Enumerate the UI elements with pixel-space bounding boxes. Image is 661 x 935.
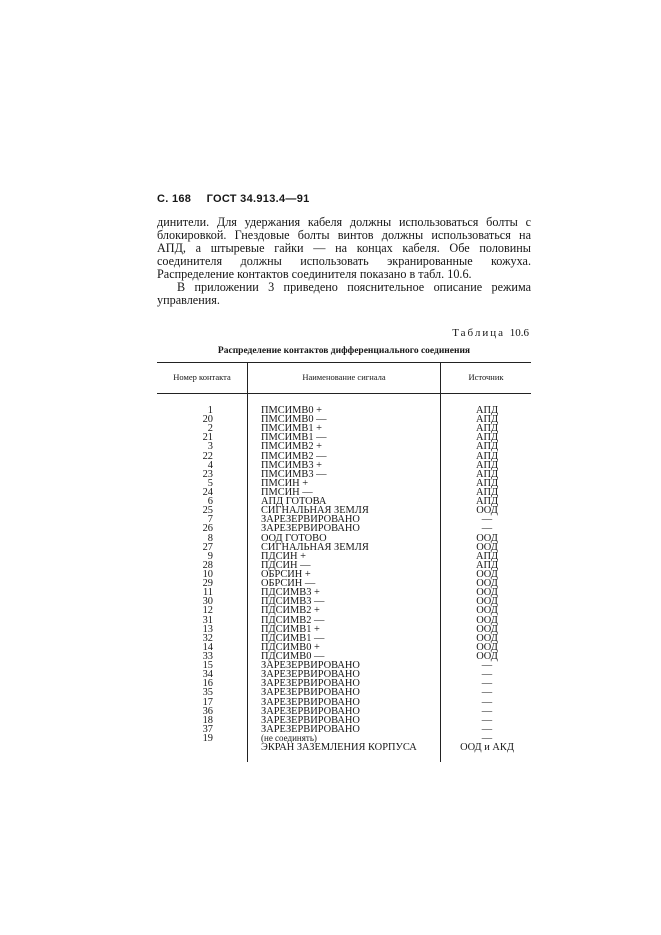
contact-number-cell: 12 — [202, 605, 213, 617]
contact-number-cell: 8 — [207, 532, 213, 544]
table-row — [157, 461, 531, 470]
signal-name-cell: ПДСИМВ0 — — [261, 650, 325, 662]
signal-name-cell: ПДСИМВ2 — — [261, 614, 325, 626]
signal-source-cell: АПД — [475, 432, 499, 444]
contact-number-cell: 13 — [202, 623, 213, 635]
contact-number-cell: 22 — [202, 450, 213, 462]
standard-designation: ГОСТ 34.913.4—91 — [206, 193, 310, 205]
contact-number-cell: 14 — [202, 641, 213, 653]
table-row — [157, 479, 531, 488]
table-row — [157, 488, 531, 497]
signal-name-cell: (не соединять) — [261, 732, 317, 743]
table-caption — [300, 327, 529, 339]
contact-number-cell: 33 — [202, 650, 213, 662]
signal-source-cell: ООД — [476, 632, 498, 644]
contact-number-cell: 23 — [202, 468, 213, 480]
signal-name-cell: ПМСИМВ3 — — [261, 468, 327, 480]
contact-number-cell: 11 — [202, 587, 213, 599]
contact-number-cell: 34 — [202, 669, 213, 681]
signal-source-cell: — — [481, 669, 493, 681]
signal-name-cell: ПДСИМВ3 + — [261, 587, 320, 599]
signal-source-cell: АПД — [475, 559, 499, 571]
contact-number-cell: 35 — [202, 687, 213, 699]
contact-number-cell: 27 — [202, 541, 213, 553]
contact-number-cell: 4 — [207, 459, 213, 471]
signal-source-cell: АПД — [475, 414, 499, 426]
table-caption-number: 10.6 — [509, 327, 529, 339]
signal-source-cell: ООД — [476, 596, 498, 608]
table-title: Распределение контактов дифференциального соединения — [217, 346, 471, 356]
signal-name-cell: ЗАРЕЗЕРВИРОВАНО — [261, 523, 360, 535]
signal-source-cell: АПД — [475, 405, 499, 416]
signal-name-cell: ПМСИМВ2 + — [261, 441, 322, 453]
contact-number-cell: 37 — [202, 723, 213, 735]
contact-number-cell: 15 — [202, 660, 213, 672]
table-row — [157, 588, 531, 597]
signal-name-cell: ЗАРЕЗЕРВИРОВАНО — [261, 514, 360, 526]
signal-source-cell: — — [481, 514, 493, 526]
signal-source-cell: ООД — [476, 614, 498, 626]
signal-name-cell: ПДСИМВ1 + — [261, 623, 320, 635]
signal-name-cell: ПМСИН — — [261, 486, 313, 498]
contact-number-cell: 2 — [207, 423, 213, 435]
signal-name-cell: ПМСИМВ0 + — [261, 405, 322, 416]
signal-name-cell: ЗАРЕЗЕРВИРОВАНО — [261, 678, 360, 690]
signal-source-cell: АПД — [475, 496, 499, 508]
contact-number-cell: 17 — [202, 696, 213, 708]
contact-number-cell: 21 — [202, 432, 213, 444]
contact-number-cell: 20 — [202, 414, 213, 426]
contact-number-cell: 10 — [202, 568, 213, 580]
signal-source-cell: АПД — [475, 459, 499, 471]
signal-name-cell: ЭКРАН ЗАЗЕМЛЕНИЯ КОРПУСА — [261, 742, 417, 754]
table-row — [157, 433, 531, 442]
contact-number-cell: 29 — [202, 578, 213, 590]
table-row — [157, 570, 531, 579]
signal-name-cell: ПДСИН — — [261, 559, 311, 571]
signal-source-cell: АПД — [475, 468, 499, 480]
signal-source-cell: ООД — [476, 505, 498, 517]
contact-number-cell: 7 — [207, 514, 213, 526]
table-caption-word: Таблица — [452, 327, 505, 339]
table-row — [157, 725, 531, 734]
signal-name-cell: ПМСИМВ3 + — [261, 459, 322, 471]
signal-name-cell: ПМСИМВ1 + — [261, 423, 322, 435]
paragraph-1: динители. Для удержания кабеля должны использоваться болты с блокировкой. Гнездовые болты винтов должны использоваться на АПД, а штыревые гайки — на концах кабеля. Обе половины соединителя должны использовать экранированные кожуха. Распределение контактов соединителя показано в табл. 10.6. — [157, 215, 531, 281]
signal-source-cell: АПД — [475, 486, 499, 498]
table-row — [157, 452, 531, 461]
signal-source-cell: ООД — [476, 641, 498, 653]
table-top-rule — [157, 362, 531, 363]
contact-number-cell: 18 — [202, 714, 213, 726]
signal-source-cell: ООД и АКД — [460, 742, 514, 754]
signal-name-cell: ЗАРЕЗЕРВИРОВАНО — [261, 696, 360, 708]
signal-name-cell: ЗАРЕЗЕРВИРОВАНО — [261, 669, 360, 681]
signal-name-cell: ПДСИН + — [261, 550, 306, 562]
signal-source-cell: АПД — [475, 550, 499, 562]
signal-name-cell: ПДСИМВ2 + — [261, 605, 320, 617]
paragraph-2: В приложении 3 приведено пояснительное описание режима управления. — [157, 280, 531, 307]
contact-number-cell: 32 — [202, 632, 213, 644]
signal-name-cell: ОБРСИН — — [261, 578, 316, 590]
signal-name-cell: ЗАРЕЗЕРВИРОВАНО — [261, 723, 360, 735]
signal-name-cell: ПМСИМВ1 — — [261, 432, 327, 444]
signal-source-cell: — — [481, 523, 493, 535]
table-row — [157, 415, 531, 424]
signal-name-cell: ПДСИМВ1 — — [261, 632, 325, 644]
contact-number-cell: 25 — [202, 505, 213, 517]
table-row — [157, 597, 531, 606]
table-row — [157, 625, 531, 634]
signal-name-cell: ПДСИМВ0 + — [261, 641, 320, 653]
signal-name-cell: ПДСИМВ3 — — [261, 596, 325, 608]
signal-name-cell: АПД ГОТОВА — [261, 496, 327, 508]
contact-number-cell: 16 — [202, 678, 213, 690]
table-row — [157, 634, 531, 643]
signal-source-cell: — — [481, 705, 493, 717]
signal-name-cell: ПМСИМВ2 — — [261, 450, 327, 462]
signal-source-cell: АПД — [475, 450, 499, 462]
column-header-contact: Номер контакта — [173, 372, 231, 382]
contacts-table — [157, 362, 531, 764]
signal-source-cell: ООД — [476, 541, 498, 553]
contact-number-cell: 1 — [207, 405, 213, 416]
contact-number-cell: 5 — [207, 477, 213, 489]
signal-source-cell: АПД — [475, 423, 499, 435]
contact-number-cell: 3 — [207, 441, 213, 453]
signal-source-cell: — — [481, 696, 493, 708]
signal-source-cell: ООД — [476, 568, 498, 580]
signal-source-cell: ООД — [476, 623, 498, 635]
contact-number-cell: 30 — [202, 596, 213, 608]
signal-name-cell: ПМСИН + — [261, 477, 309, 489]
table-row — [157, 561, 531, 570]
contact-number-cell: 31 — [202, 614, 213, 626]
table-row — [157, 606, 531, 615]
table-row — [157, 524, 531, 533]
contact-number-cell: 24 — [202, 486, 213, 498]
table-row — [157, 543, 531, 552]
signal-source-cell: ООД — [476, 587, 498, 599]
signal-source-cell: — — [481, 660, 493, 672]
signal-source-cell: — — [481, 732, 493, 744]
table-row — [157, 643, 531, 652]
body-text — [157, 216, 531, 307]
table-row — [157, 424, 531, 433]
signal-source-cell: — — [481, 714, 493, 726]
table-body — [157, 406, 531, 752]
signal-name-cell: ЗАРЕЗЕРВИРОВАНО — [261, 687, 360, 699]
signal-name-cell: ЗАРЕЗЕРВИРОВАНО — [261, 660, 360, 672]
column-header-source: Источник — [468, 372, 504, 382]
contact-number-cell: 6 — [207, 496, 213, 508]
table-row — [157, 743, 531, 752]
contact-number-cell: 19 — [202, 732, 213, 744]
signal-source-cell: — — [481, 678, 493, 690]
table-header-rule — [157, 393, 531, 394]
signal-name-cell: ПМСИМВ0 — — [261, 414, 327, 426]
table-row — [157, 552, 531, 561]
table-row — [157, 616, 531, 625]
signal-name-cell: ОБРСИН + — [261, 568, 311, 580]
signal-source-cell: ООД — [476, 605, 498, 617]
signal-source-cell: АПД — [475, 477, 499, 489]
signal-source-cell: ООД — [476, 650, 498, 662]
contact-number-cell: 9 — [207, 550, 213, 562]
table-row — [157, 406, 531, 415]
signal-source-cell: — — [481, 687, 493, 699]
signal-source-cell: ООД — [476, 532, 498, 544]
table-row — [157, 442, 531, 451]
signal-name-cell: ЗАРЕЗЕРВИРОВАНО — [261, 714, 360, 726]
contact-number-cell: 36 — [202, 705, 213, 717]
signal-source-cell: — — [481, 723, 493, 735]
contact-number-cell: 28 — [202, 559, 213, 571]
page-number: С. 168 — [157, 193, 192, 205]
contact-number-cell: 26 — [202, 523, 213, 535]
table-row — [157, 470, 531, 479]
signal-name-cell: ЗАРЕЗЕРВИРОВАНО — [261, 705, 360, 717]
signal-name-cell: СИГНАЛЬНАЯ ЗЕМЛЯ — [261, 505, 369, 517]
signal-name-cell: СИГНАЛЬНАЯ ЗЕМЛЯ — [261, 541, 369, 553]
column-header-signal: Наименование сигнала — [302, 372, 386, 382]
signal-source-cell: АПД — [475, 441, 499, 453]
signal-name-cell: ООД ГОТОВО — [261, 532, 327, 544]
signal-source-cell: ООД — [476, 578, 498, 590]
table-row — [157, 579, 531, 588]
page-header — [157, 193, 310, 205]
